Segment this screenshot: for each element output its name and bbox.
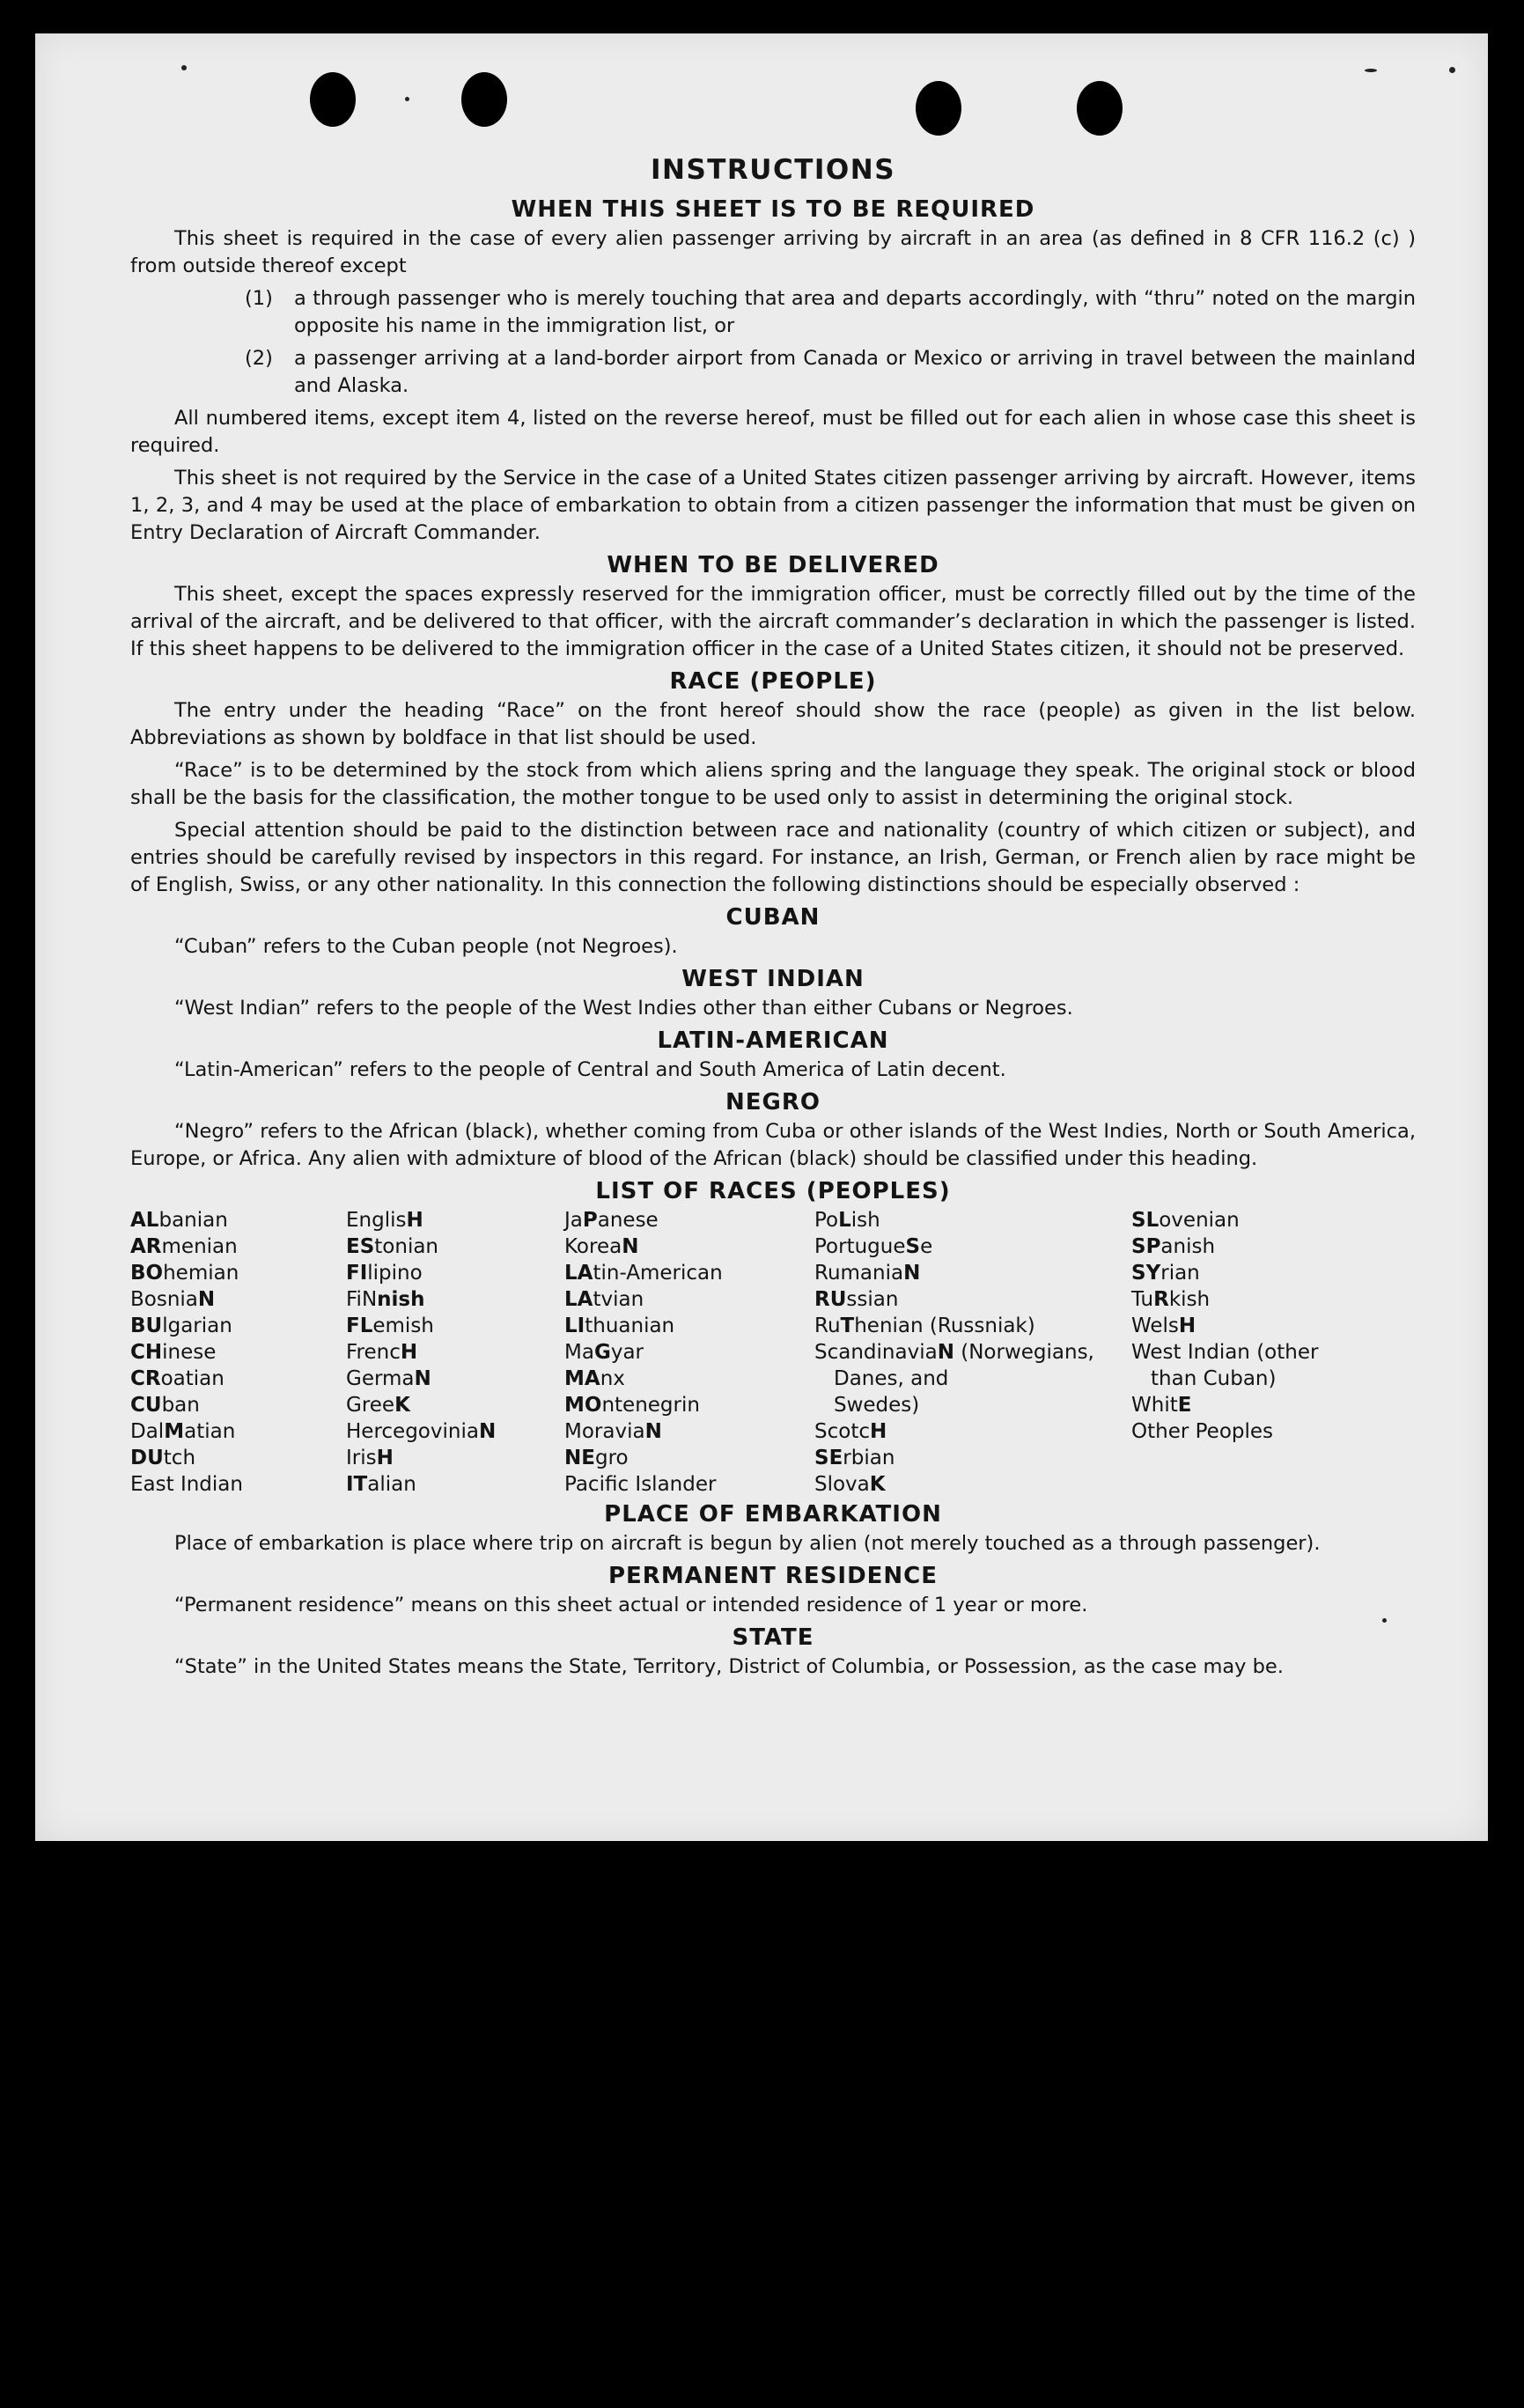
race-entry: SPanish [1131,1235,1216,1258]
paragraph: “Race” is to be determined by the stock from which aliens spring and the language they speak. The original stock or blood shall be the basis for the classification, the mother tongue to be used only to assist in determining the original stock. [130,759,1416,809]
race-entry: MaGyar [564,1341,644,1364]
race-entry: SYrian [1131,1262,1200,1285]
paragraph: This sheet is not required by the Service in the case of a United States citizen passenger arriving by aircraft. However, items 1, 2, 3, and 4 may be used at the place of embarkation to obtain from a citizen passenger the information that must be given on Entry Declaration of Aircraft Commander. [130,467,1416,544]
race-column [1131,1207,1343,1498]
race-entry: West Indian (other [1131,1341,1319,1364]
punch-hole [310,72,356,127]
section-heading: NEGRO [725,1089,821,1116]
race-list [130,1207,1416,1498]
speck [1365,69,1377,72]
race-entry: KoreaN [564,1235,639,1258]
list-item [245,345,1416,400]
race-entry: IrisH [346,1447,394,1469]
paragraph: All numbered items, except item 4, listed on the reverse hereof, must be filled out for each alien in whose case this sheet is required. [130,407,1416,457]
race-entry: MOntenegrin [564,1394,700,1417]
race-entry: CRoatian [130,1367,225,1390]
race-entry: EStonian [346,1235,439,1258]
race-entry: BOhemian [130,1262,239,1285]
race-entry: MAnx [564,1367,625,1390]
paragraph: This sheet, except the spaces expressly reserved for the immigration officer, must be correctly filled out by the time of the arrival of the aircraft, and be delivered to that officer, with the aircraft commander’s declaration in which the passenger is listed. If this sheet happens to be delivered to the immigration officer in the case of a United States citizen, it should not be preserved. [130,583,1416,660]
race-entry: ALbanian [130,1209,228,1232]
race-entry: DalMatian [130,1420,236,1443]
race-entry: CUban [130,1394,200,1417]
race-entry: CHinese [130,1341,217,1364]
paragraph: “West Indian” refers to the people of the West Indies other than either Cubans or Negroes. [174,997,1073,1020]
race-entry: BUlgarian [130,1314,232,1337]
race-entry: Other Peoples [1131,1420,1274,1443]
punch-hole [461,72,507,127]
race-entry: EnglisH [346,1209,423,1232]
speck [405,97,409,101]
section-heading: RACE (PEOPLE) [669,668,877,695]
race-entry: LAtvian [564,1288,644,1311]
document-sheet [35,33,1488,1841]
list-item [245,285,1416,340]
race-entry: East Indian [130,1473,243,1496]
speck [1449,67,1455,73]
race-entry: GermaN [346,1367,431,1390]
race-entry: LAtin-American [564,1262,723,1285]
race-entry: FrencH [346,1341,418,1364]
section-heading: WHEN TO BE DELIVERED [607,552,939,578]
race-column [564,1207,814,1498]
race-entry: RuThenian (Russniak) [814,1314,1035,1337]
section-heading: WEST INDIAN [681,966,865,992]
race-entry: SErbian [814,1447,895,1469]
instructions-content [130,154,1416,1686]
section-heading: STATE [732,1624,814,1651]
race-entry: than Cuban) [1151,1367,1277,1390]
race-entry: ScotcH [814,1420,887,1443]
section-heading: LIST OF RACES (PEOPLES) [595,1178,951,1204]
race-column [130,1207,346,1498]
race-entry: ARmenian [130,1235,238,1258]
paragraph: Place of embarkation is place where trip on aircraft is begun by alien (not merely touched as a through passenger). [174,1532,1321,1555]
race-entry: PoLish [814,1209,880,1232]
race-entry: PortugueSe [814,1235,933,1258]
paragraph: This sheet is required in the case of every alien passenger arriving by aircraft in an area (as defined in 8 CFR 116.2 (c) ) from outside thereof except [130,227,1416,277]
item-text: a through passenger who is merely touching that area and departs accordingly, with “thru” noted on the margin opposite his name in the immigration list, or [294,287,1416,337]
section-heading: PLACE OF EMBARKATION [604,1501,942,1528]
race-entry: SlovaK [814,1473,886,1496]
race-entry: JaPanese [564,1209,659,1232]
section-heading: CUBAN [725,904,821,931]
race-entry: DUtch [130,1447,196,1469]
paragraph: The entry under the heading “Race” on the front hereof should show the race (people) as given in the list below. Abbreviations as shown by boldface in that list should be used. [130,699,1416,749]
race-entry: HercegoviniaN [346,1420,497,1443]
section-heading: WHEN THIS SHEET IS TO BE REQUIRED [511,196,1035,223]
page-title: INSTRUCTIONS [650,154,896,186]
paragraph: “Cuban” refers to the Cuban people (not Negroes). [174,935,678,958]
race-column [346,1207,564,1498]
paragraph: Special attention should be paid to the distinction between race and nationality (country of which citizen or subject), and entries should be carefully revised by inspectors in this regard. For instance, an Irish, German, or French alien by race might be of English, Swiss, or any other nationality. In this connection the following distinctions should be especially observed : [130,819,1416,896]
item-number: (1) [245,287,273,310]
race-entry: FLemish [346,1314,434,1337]
race-entry: RUssian [814,1288,899,1311]
race-column [814,1207,1131,1498]
race-entry: NEgro [564,1447,629,1469]
race-entry: MoraviaN [564,1420,662,1443]
race-entry: WelsH [1131,1314,1196,1337]
punch-hole [1077,81,1123,136]
race-entry: FIlipino [346,1262,423,1285]
race-entry: BosniaN [130,1288,216,1311]
paragraph: “Permanent residence” means on this sheet actual or intended residence of 1 year or more. [174,1594,1088,1616]
paragraph: “Negro” refers to the African (black), whether coming from Cuba or other islands of the West Indies, North or South America, Europe, or Africa. Any alien with admixture of blood of the African (black) should be classified under this heading. [130,1120,1416,1170]
race-entry: WhitE [1131,1394,1192,1417]
race-entry: Danes, and [834,1367,949,1390]
speck [181,65,187,70]
race-entry: TuRkish [1131,1288,1211,1311]
paragraph: “Latin-American” refers to the people of Central and South America of Latin decent. [174,1058,1006,1081]
race-entry: LIthuanian [564,1314,675,1337]
item-number: (2) [245,347,273,370]
race-entry: ITalian [346,1473,416,1496]
race-entry: GreeK [346,1394,410,1417]
race-entry: ScandinaviaN (Norwegians, [814,1341,1094,1364]
section-heading: PERMANENT RESIDENCE [607,1563,939,1589]
race-entry: RumaniaN [814,1262,921,1285]
section-heading: LATIN-AMERICAN [657,1027,889,1054]
item-text: a passenger arriving at a land-border airport from Canada or Mexico or arriving in travel between the mainland and Alaska. [294,347,1416,397]
race-entry: Swedes) [834,1394,920,1417]
race-entry: Pacific Islander [564,1473,717,1496]
race-entry: SLovenian [1131,1209,1240,1232]
paragraph: “State” in the United States means the State, Territory, District of Columbia, or Possession, as the case may be. [174,1655,1284,1678]
race-entry: FiNnish [346,1288,425,1311]
punch-hole [916,81,961,136]
